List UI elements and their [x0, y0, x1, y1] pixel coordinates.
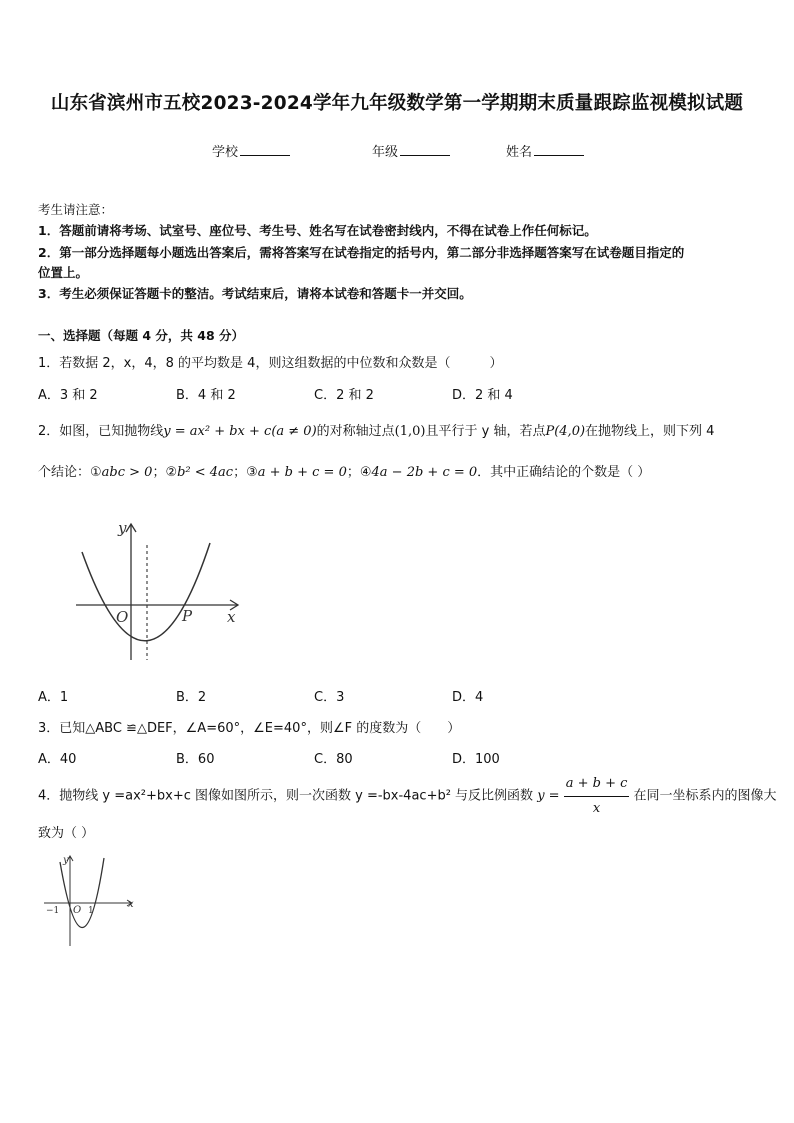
name-label: 姓名 [506, 145, 533, 160]
q2-option-a[interactable]: A．1 [38, 690, 69, 705]
question-4-line-2: 致为（ ） [38, 826, 95, 841]
q2-conclusion-3: a + b + c = 0 [257, 465, 347, 480]
q2-conclusion-2: b² < 4ac [177, 465, 234, 480]
question-4-line-1: 4．抛物线 y =ax²+bx+c 图像如图所示，则一次函数 y =-bx-4ac+b² 与反比例函数 y = $\frac{a + b + c}{x}$ 在同一坐标系内的图像大 [38, 774, 777, 819]
grade-blank[interactable] [400, 143, 450, 156]
q4-one-label: 1 [88, 906, 94, 916]
q2-p-label: P [182, 607, 193, 625]
q2-option-d[interactable]: D．4 [452, 690, 484, 705]
q2-point-p: P(4,0) [545, 424, 586, 439]
q2-parabola-graph [70, 510, 250, 670]
q4-fraction-denominator: x [592, 801, 601, 816]
school-label: 学校 [212, 145, 239, 160]
question-2-line-1: 2．如图，已知抛物线y = ax² + bx + c(a ≠ 0)的对称轴过点(1,0)且平行于 y 轴，若点P(4,0)在抛物线上，则下列 4 [38, 424, 715, 439]
q2-formula: y = ax² + bx + c(a ≠ 0) [163, 424, 317, 439]
q4-y-label: y [63, 855, 69, 866]
q1-option-b[interactable]: B．4 和 2 [176, 388, 236, 403]
q3-option-d[interactable]: D．100 [452, 752, 500, 767]
q2-conclusion-4: 4a − 2b + c = 0 [371, 465, 478, 480]
q4-neg-one-label: −1 [46, 906, 60, 916]
notice-heading: 考生请注意： [38, 202, 114, 217]
notice-item-2: 2．第一部分选择题每小题选出答案后，需将答案写在试卷指定的括号内，第二部分非选择题答案写在试卷题目指定的 [38, 245, 685, 260]
q4-fraction [564, 774, 630, 819]
q2-y-label: y [118, 519, 127, 537]
q2-parabola-curve [82, 543, 210, 641]
question-1: 1．若数据 2，x，4，8 的平均数是 4，则这组数据的中位数和众数是（ ） [38, 356, 503, 371]
q4-fraction-numerator: a + b + c [564, 774, 630, 797]
question-3: 3．已知△ABC ≌△DEF，∠A=60°，∠E=40°，则∠F 的度数为（ ） [38, 721, 461, 736]
q2-origin-label: O [116, 608, 129, 626]
q4-x-label: x [128, 899, 134, 910]
name-blank[interactable] [534, 143, 584, 156]
q4-y-eq: y = [537, 788, 560, 804]
school-field [212, 141, 290, 160]
q2-point-1: (1,0) [394, 424, 426, 439]
q1-option-c[interactable]: C．2 和 2 [314, 388, 374, 403]
name-field [506, 141, 584, 160]
section-heading: 一、选择题（每题 4 分，共 48 分） [38, 328, 245, 343]
q4-origin-label: O [73, 905, 82, 916]
school-blank[interactable] [240, 143, 290, 156]
q2-option-b[interactable]: B．2 [176, 690, 207, 705]
q2-option-c[interactable]: C．3 [314, 690, 345, 705]
grade-field [372, 141, 450, 160]
q1-option-a[interactable]: A．3 和 2 [38, 388, 98, 403]
q3-option-a[interactable]: A．40 [38, 752, 77, 767]
notice-item-3: 3．考生必须保证答题卡的整洁。考试结束后，请将本试卷和答题卡一并交回。 [38, 286, 472, 301]
grade-label: 年级 [372, 145, 399, 160]
page-title: 山东省滨州市五校2023-2024学年九年级数学第一学期期末质量跟踪监视模拟试题 [50, 93, 744, 114]
notice-item-1: 1．答题前请将考场、试室号、座位号、考生号、姓名写在试卷密封线内，不得在试卷上作任何标记。 [38, 223, 597, 238]
notice-item-2-cont: 位置上。 [38, 265, 89, 280]
q2-conclusion-1: abc > 0 [101, 465, 153, 480]
q4-parabola-curve [60, 858, 104, 928]
q2-x-label: x [227, 608, 236, 626]
q3-option-c[interactable]: C．80 [314, 752, 353, 767]
question-2-line-2: 个结论：①abc > 0；②b² < 4ac；③a + b + c = 0；④4a − 2b + c = 0．其中正确结论的个数是（ ） [38, 465, 651, 480]
q3-option-b[interactable]: B．60 [176, 752, 215, 767]
q4-parabola-graph [40, 850, 140, 948]
q1-option-d[interactable]: D．2 和 4 [452, 388, 513, 403]
